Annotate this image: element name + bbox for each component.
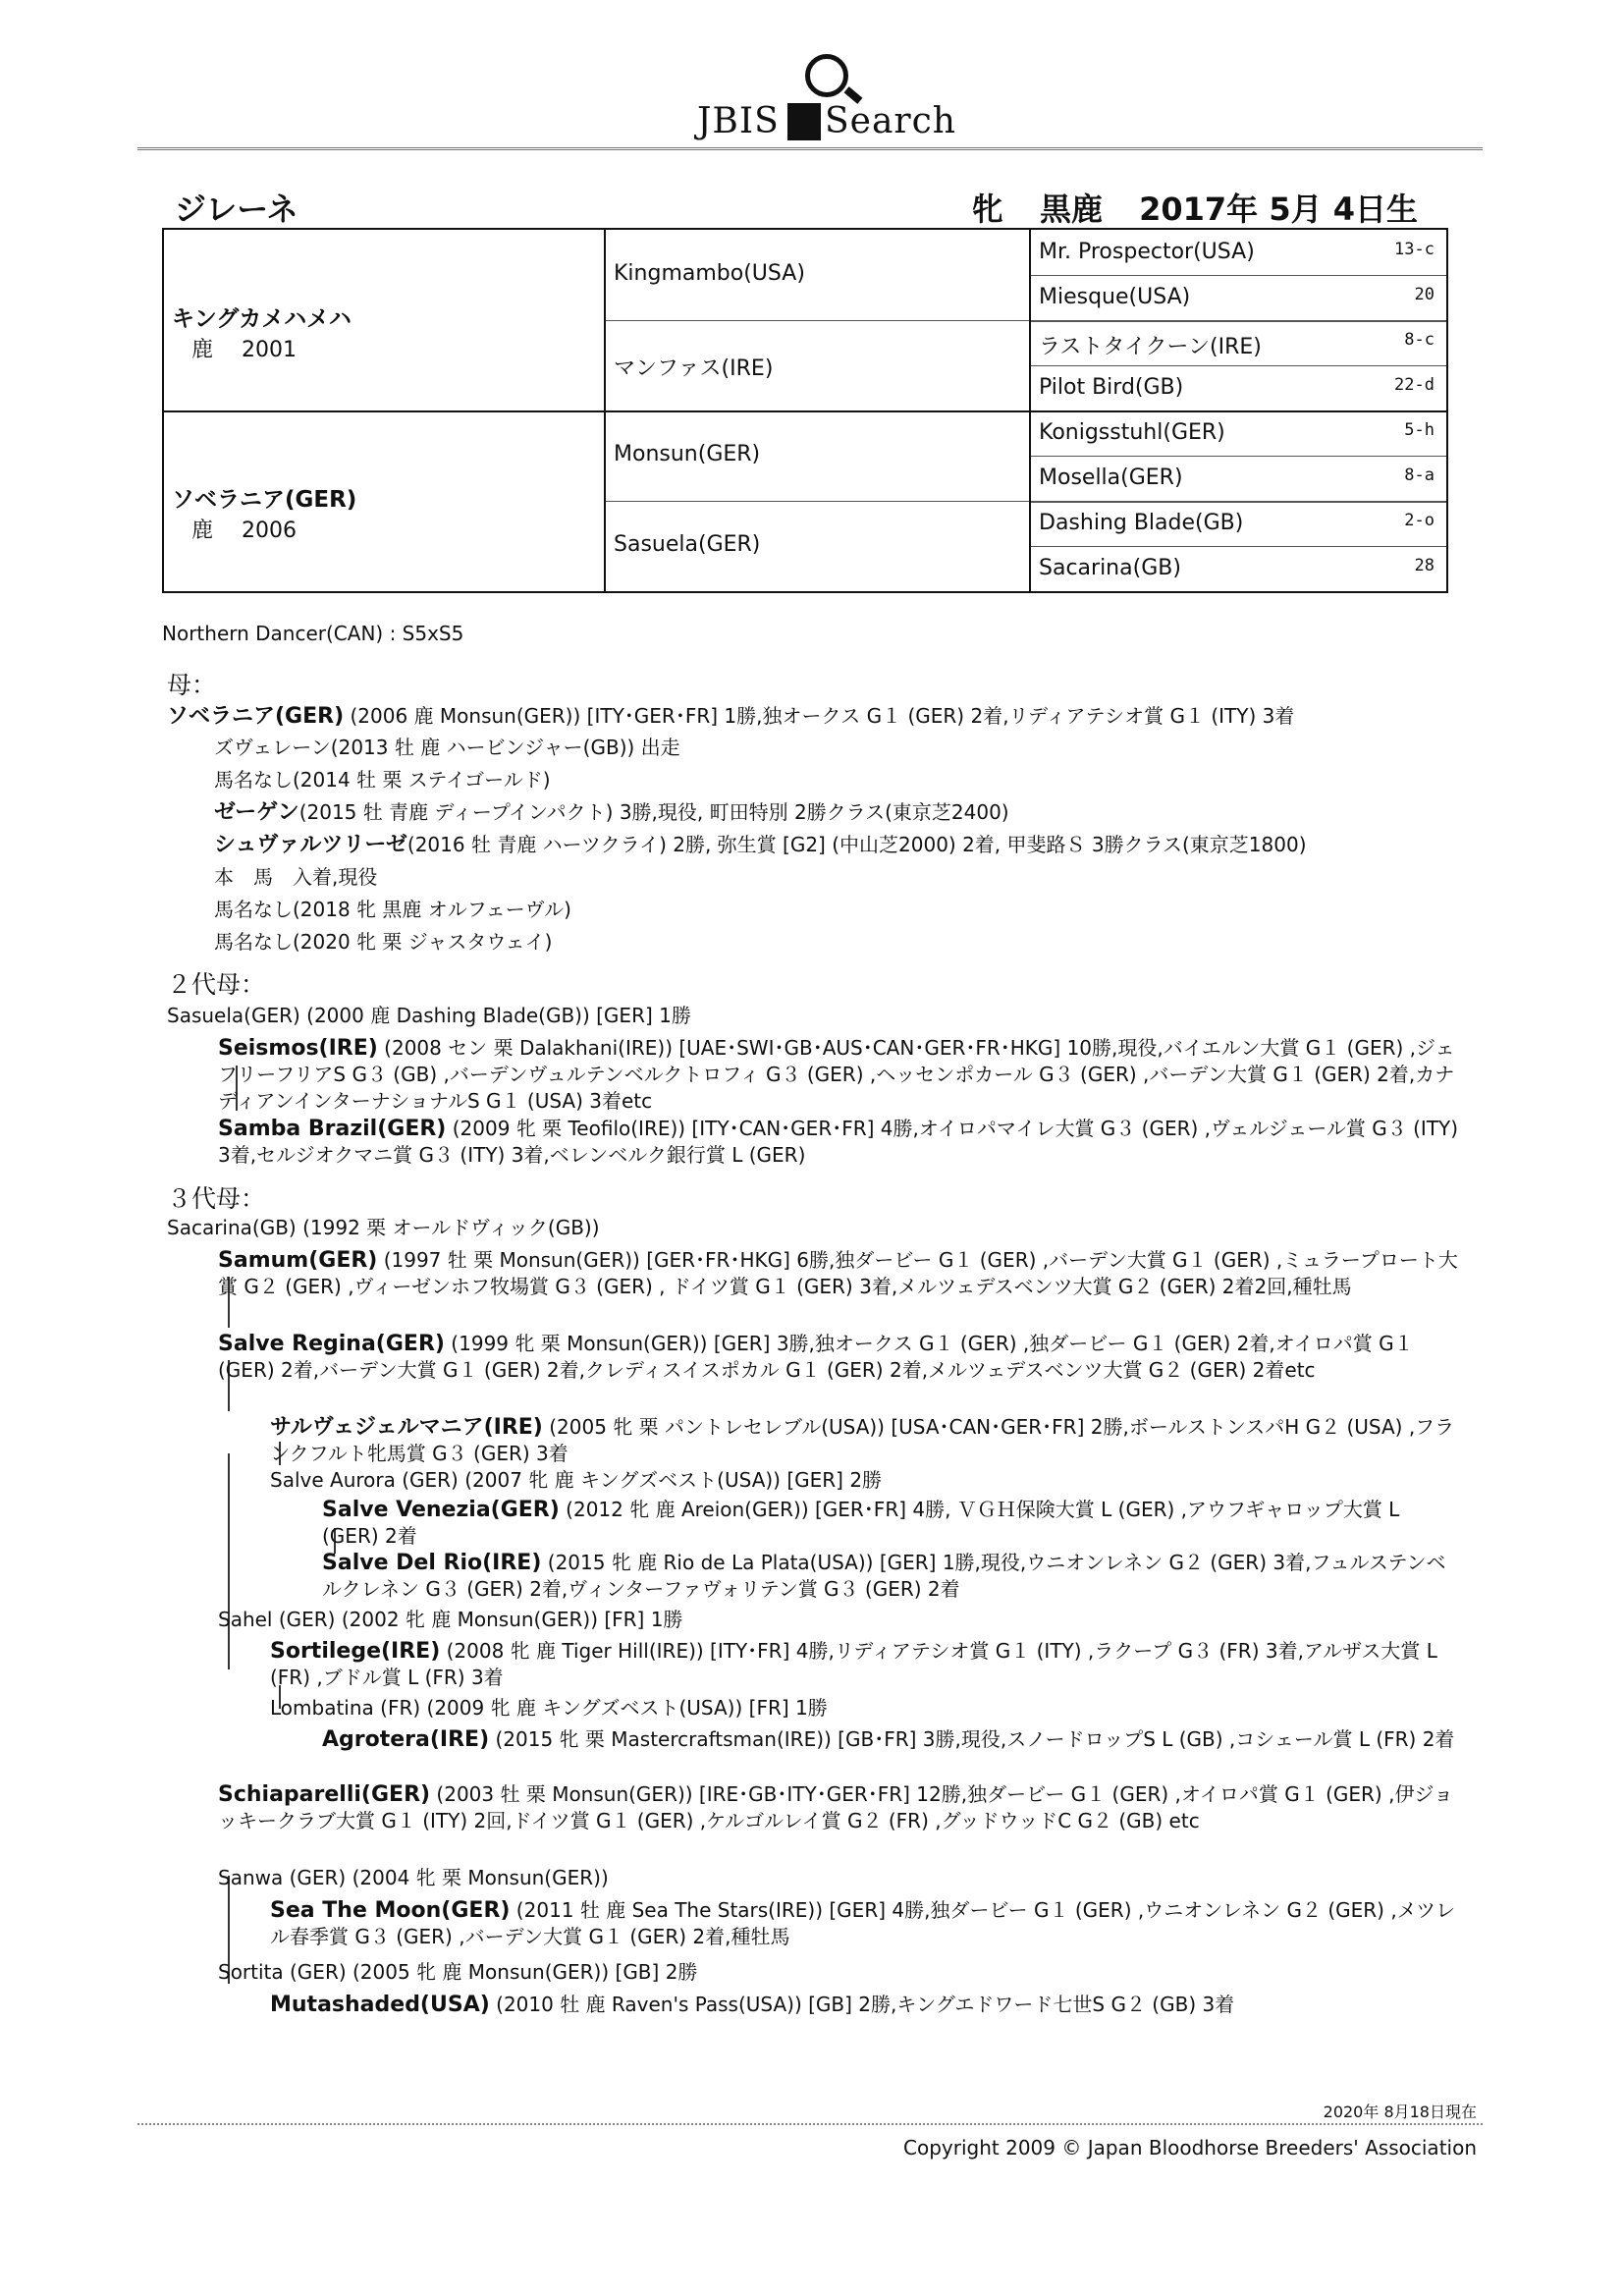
magnifier-icon <box>805 54 848 97</box>
logo-text-search: Search <box>825 101 956 141</box>
horse-name-bold: Samba Brazil(GER) <box>218 1117 447 1141</box>
gen3-name: Miesque(USA) <box>1039 285 1191 309</box>
line-text: Sahel (GER) (2002 牝 鹿 Monsun(GER)) [FR] 1勝 <box>218 1608 683 1631</box>
jbis-search-logo <box>697 54 956 142</box>
as-of-date: 2020年 8月18日現在 <box>1323 2103 1477 2121</box>
gen3-cell <box>1039 511 1444 535</box>
progeny-line <box>218 1116 1465 1169</box>
horse-info <box>947 185 1418 230</box>
gen3-name: Pilot Bird(GB) <box>1039 375 1184 400</box>
horse-name: ジレーネ <box>175 191 298 228</box>
gen3-cell <box>1039 556 1444 580</box>
sire-name: キングカメハメハ <box>172 306 352 332</box>
horse-name-bold: Samum(GER) <box>218 1248 378 1273</box>
family-code: 8-a <box>1404 465 1435 485</box>
copyright-notice: Copyright 2009 © Japan Bloodhorse Breeders' Association <box>903 2136 1477 2159</box>
family-code: 20 <box>1414 285 1435 304</box>
horse-name-bold: ゼーゲン <box>214 800 299 825</box>
row-divider <box>1031 501 1446 503</box>
family-code: 5-h <box>1404 420 1435 440</box>
horse-name-bold: Salve Regina(GER) <box>218 1332 445 1356</box>
horse-birth: 2017年 5月 4日生 <box>1139 191 1418 228</box>
dam-detail: 鹿 2006 <box>191 519 297 543</box>
horse-name-bold: ソベラニア(GER) <box>167 704 345 729</box>
row-divider <box>1031 365 1446 366</box>
horse-name-bold: Agrotera(IRE) <box>322 1727 490 1752</box>
horse-color: 黒鹿 <box>1039 191 1103 228</box>
gen2-cell: マンファス(IRE) <box>614 356 774 381</box>
gen3-cell <box>1039 330 1444 360</box>
progeny-line <box>322 1550 1461 1603</box>
gen3-name: Sacarina(GB) <box>1039 556 1181 580</box>
gen3-cell <box>1039 285 1444 309</box>
progeny-line <box>270 1414 1463 1467</box>
line-text: Sortita (GER) (2005 牝 鹿 Monsun(GER)) [GB] 2勝 <box>218 1960 698 1984</box>
gen2-cell: Monsun(GER) <box>614 442 761 466</box>
line-text: (2003 牡 栗 Monsun(GER)) [IRE･GB･ITY･GER･FR] 12勝,独ダービー G１ (GER) ,オイロパ賞 G１ (GER) ,伊ジョッキークラブ大賞 G１ (ITY) 2回,ドイツ賞 G１ (GER) ,ケルゴルレイ賞 G２ (FR) ,グッドウッドC G２ (GB) etc <box>218 1782 1454 1832</box>
pedigree-table <box>162 228 1448 593</box>
row-divider <box>606 320 1029 321</box>
line-text: 馬名なし(2020 牝 栗 ジャスタウェイ) <box>214 930 553 954</box>
horse-name-bold: サルヴェジェルマニア(IRE) <box>270 1415 543 1440</box>
row-divider <box>1031 546 1446 547</box>
horse-name-bold: Seismos(IRE) <box>218 1036 378 1061</box>
progeny-line <box>270 1695 828 1722</box>
logo-text-jbis: JBIS <box>697 101 780 141</box>
line-text: (2009 牝 栗 Teofilo(IRE)) [ITY･CAN･GER･FR] 4勝,オイロパマイレ大賞 G３ (GER) ,ヴェルジェール賞 G３ (ITY) 3着,セルジオクマニ賞 G３ (ITY) 3着,ベレンベルク銀行賞 L (GER) <box>218 1117 1459 1167</box>
logo-box-icon <box>787 103 821 140</box>
row-divider <box>1031 320 1446 322</box>
line-text: (2008 牝 鹿 Tiger Hill(IRE)) [ITY･FR] 4勝,リディアテシオ賞 G１ (ITY) ,ラクープ G３ (FR) 3着,アルザス大賞 L (FR) ,ブドル賞 L (FR) 3着 <box>270 1639 1437 1689</box>
gen2-cell: Kingmambo(USA) <box>614 261 805 286</box>
horse-name-bold: Salve Venezia(GER) <box>322 1498 560 1522</box>
sire-cell <box>172 301 352 363</box>
section-gen2: ２代母： <box>167 970 266 999</box>
section-dam: 母： <box>167 671 217 699</box>
line-text: (2015 牝 鹿 Rio de La Plata(USA)) [GER] 1勝,現役,ウニオンレネン G２ (GER) 3着,フュルステンベルクレネン G３ (GER) 2着,ヴィンターファヴォリテン賞 G３ (GER) 2着 <box>322 1551 1446 1601</box>
line-text: (2015 牡 青鹿 ディープインパクト) 3勝,現役, 町田特別 2勝クラス(東京芝2400) <box>298 800 1009 824</box>
horse-name-bold: シュヴァルツリーゼ <box>214 833 407 857</box>
progeny-line <box>214 799 1009 826</box>
progeny-line <box>322 1497 1461 1550</box>
line-text: Lombatina (FR) (2009 牝 鹿 キングズベスト(USA)) [FR] 1勝 <box>270 1696 828 1720</box>
progeny-line <box>270 1992 1234 2018</box>
line-text: (2015 牝 栗 Mastercraftsman(IRE)) [GB･FR] 3勝,現役,スノードロップS L (GB) ,コシェール賞 L (FR) 2着 <box>489 1727 1455 1751</box>
line-text: Salve Aurora (GER) (2007 牝 鹿 キングズベスト(USA)) [GER] 2勝 <box>270 1468 883 1492</box>
family-code: 2-o <box>1404 511 1435 530</box>
line-text: (2005 牝 栗 パントレセレブル(USA)) [USA･CAN･GER･FR] 2勝,ボールストンスパH G２ (USA) ,フランクフルト牝馬賞 G３ (GER) 3着 <box>270 1415 1455 1465</box>
row-divider <box>1031 456 1446 457</box>
tree-connector <box>228 1453 230 1669</box>
gen3-name: Mr. Prospector(USA) <box>1039 240 1255 264</box>
progeny-line <box>214 767 551 793</box>
gen3-name: Dashing Blade(GB) <box>1039 511 1244 535</box>
line-text: (2012 牝 鹿 Areion(GER)) [GER･FR] 4勝, ＶＧＨ保険大賞 L (GER) ,アウフギャロップ大賞 L (GER) 2着 <box>322 1498 1400 1548</box>
line-text: (1999 牝 栗 Monsun(GER)) [GER] 3勝,独オークス G１ (GER) ,独ダービー G１ (GER) 2着,オイロパ賞 G１ (GER) 2着,バーデン大賞 G１ (GER) 2着,クレディスイスポカル G１ (GER) 2着,メルツェデスベンツ大賞 G２ (GER) 2着etc <box>218 1332 1414 1382</box>
horse-name-bold: Sea The Moon(GER) <box>270 1898 511 1923</box>
progeny-line <box>214 897 571 923</box>
line-text: (2011 牡 鹿 Sea The Stars(IRE)) [GER] 4勝,独ダービー G１ (GER) ,ウニオンレネン G２ (GER) ,メツレル春季賞 G３ (GER) ,バーデン大賞 G１ (GER) 2着,種牡馬 <box>270 1898 1456 1948</box>
family-code: 28 <box>1414 556 1435 575</box>
gen3-name: Konigsstuhl(GER) <box>1039 420 1225 445</box>
line-text: (2008 セン 栗 Dalakhani(IRE)) [UAE･SWI･GB･AUS･CAN･GER･FR･HKG] 10勝,現役,バイエルン大賞 G１ (GER) ,ジェフリーフリアS G３ (GB) ,バーデンヴュルテンベルクトロフィ G３ (GER) ,ヘッセンポカール G３ (GER) ,バーデン大賞 G１ (GER) 2着,カナディアンインターナショナルS G１ (USA) 3着etc <box>218 1036 1455 1113</box>
gen3-cell <box>1039 420 1444 445</box>
line-text: (1997 牡 栗 Monsun(GER)) [GER･FR･HKG] 6勝,独ダービー G１ (GER) ,バーデン大賞 G１ (GER) ,ミュラープロート大賞 G２ (GER) ,ヴィーゼンホフ牧場賞 G３ (GER) , ドイツ賞 G１ (GER) 3着,メルツェデスベンツ大賞 G２ (GER) 2着2回,種牡馬 <box>218 1248 1458 1298</box>
progeny-line-dam <box>167 703 1294 730</box>
line-text: 馬名なし(2014 牡 栗 ステイゴールド) <box>214 768 551 792</box>
horse-sex: 牝 <box>971 191 1003 228</box>
progeny-line <box>218 1781 1465 1834</box>
progeny-line <box>218 1331 1465 1384</box>
progeny-line <box>322 1726 1461 1753</box>
progeny-line <box>218 1247 1465 1300</box>
line-text: Sacarina(GB) (1992 栗 オールドヴィック(GB)) <box>167 1216 600 1239</box>
line-text: (2016 牡 青鹿 ハーツクライ) 2勝, 弥生賞 [G2] (中山芝2000) 2着, 甲斐路Ｓ 3勝クラス(東京芝1800) <box>406 833 1307 856</box>
row-divider <box>164 410 1446 412</box>
progeny-line <box>214 832 1307 858</box>
row-divider <box>606 501 1029 502</box>
progeny-line <box>218 1607 682 1633</box>
progeny-line <box>214 864 377 891</box>
progeny-line <box>214 929 552 956</box>
progeny-line <box>214 735 680 761</box>
section-gen3: ３代母： <box>167 1184 266 1213</box>
progeny-line-3rd-dam <box>167 1215 600 1241</box>
line-text: Sanwa (GER) (2004 牝 栗 Monsun(GER)) <box>218 1866 609 1889</box>
progeny-line <box>270 1638 1463 1691</box>
horse-name-bold: Mutashaded(USA) <box>270 1993 490 2017</box>
gen3-cell <box>1039 240 1444 264</box>
progeny-line-2nd-dam <box>167 1003 691 1029</box>
gen3-name: Mosella(GER) <box>1039 465 1183 490</box>
footer-rule <box>137 2123 1483 2125</box>
gen3-cell <box>1039 465 1444 490</box>
dam-name: ソベラニア(GER) <box>172 487 357 513</box>
gen3-cell <box>1039 375 1444 400</box>
line-text: ズヴェレーン(2013 牡 鹿 ハービンジャー(GB)) 出走 <box>214 736 680 759</box>
line-text: (2010 牡 鹿 Raven's Pass(USA)) [GB] 2勝,キングエドワード七世S G２ (GB) 3着 <box>489 1993 1235 2016</box>
sire-detail: 鹿 2001 <box>191 338 297 362</box>
progeny-line <box>270 1897 1463 1950</box>
line-text: (2006 鹿 Monsun(GER)) [ITY･GER･FR] 1勝,独オークス G１ (GER) 2着,リディアテシオ賞 G１ (ITY) 3着 <box>344 704 1295 728</box>
family-code: 22-d <box>1394 375 1435 395</box>
inbreeding-note: Northern Dancer(CAN) : S5xS5 <box>162 622 464 645</box>
line-text: Sasuela(GER) (2000 鹿 Dashing Blade(GB)) [GER] 1勝 <box>167 1004 691 1027</box>
line-text: 本 馬 入着,現役 <box>214 865 378 889</box>
gen2-cell: Sasuela(GER) <box>614 532 761 557</box>
line-text: 馬名なし(2018 牝 黒鹿 オルフェーヴル) <box>214 898 571 921</box>
dam-cell <box>172 481 356 544</box>
horse-name-bold: Salve Del Rio(IRE) <box>322 1551 542 1575</box>
row-divider <box>1031 275 1446 276</box>
progeny-line <box>218 1959 697 1986</box>
family-code: 8-c <box>1404 330 1435 350</box>
progeny-line <box>270 1467 882 1494</box>
progeny-line <box>218 1035 1465 1115</box>
gen3-name: ラストタイクーン(IRE) <box>1039 335 1262 359</box>
horse-name-bold: Sortilege(IRE) <box>270 1639 441 1664</box>
header-rule <box>137 147 1483 150</box>
progeny-line <box>218 1865 609 1891</box>
horse-name-bold: Schiaparelli(GER) <box>218 1782 431 1807</box>
family-code: 13-c <box>1394 240 1435 259</box>
